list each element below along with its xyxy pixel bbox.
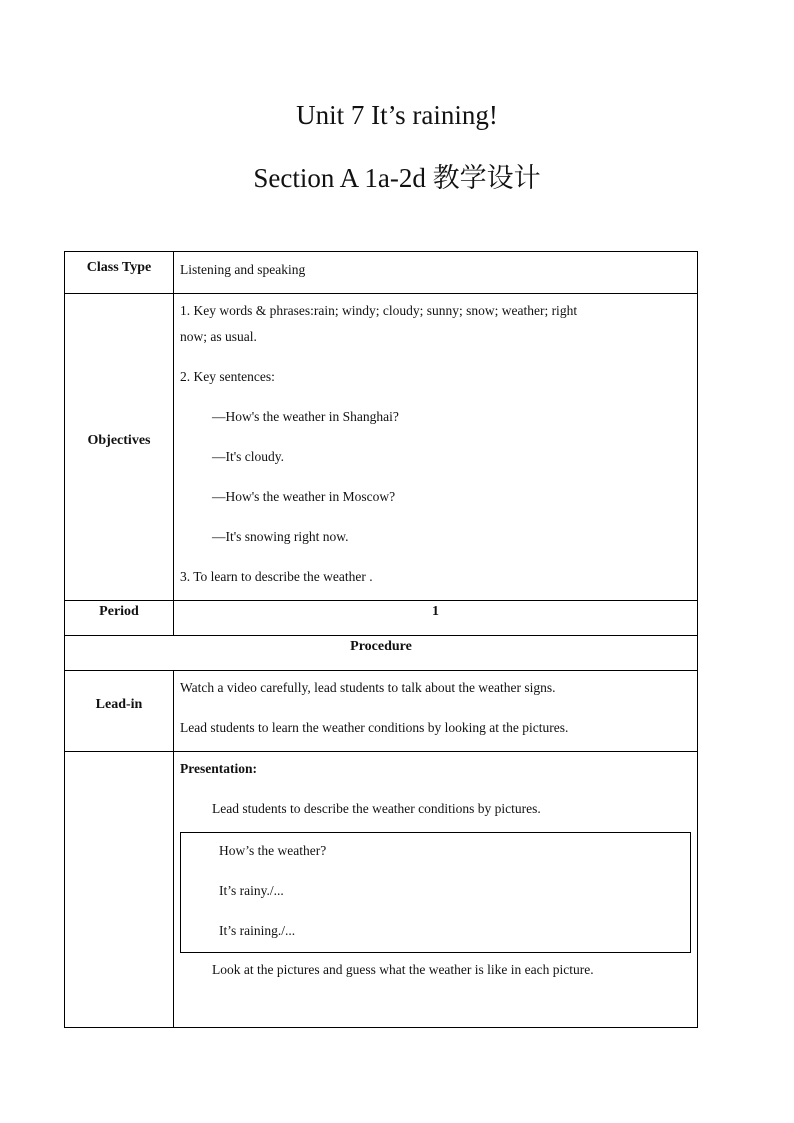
lead-in-line: Watch a video carefully, lead students to talk about the weather signs.: [180, 680, 556, 695]
objective-line: now; as usual.: [180, 329, 257, 344]
lead-in-line: Lead students to learn the weather conditions by looking at the pictures.: [180, 720, 569, 735]
objective-line: 1. Key words & phrases:rain; windy; cloudy; sunny; snow; weather; right: [180, 303, 578, 318]
lesson-plan-table: [64, 251, 698, 1028]
presentation-heading: Presentation:: [180, 761, 257, 776]
class-type-value: Listening and speaking: [180, 262, 306, 277]
presentation-activity: Look at the pictures and guess what the weather is like in each picture.: [212, 962, 594, 977]
class-type-label: Class Type: [86, 260, 152, 275]
row-divider: [65, 293, 697, 294]
period-label: Period: [99, 604, 139, 619]
objective-dialogue-line: —It's snowing right now.: [212, 529, 349, 544]
example-line: It’s rainy./...: [219, 883, 284, 898]
lead-in-label: Lead-in: [95, 697, 143, 712]
row-divider: [65, 751, 697, 752]
presentation-intro: Lead students to describe the weather conditions by pictures.: [212, 801, 541, 816]
row-divider: [65, 670, 697, 671]
objective-dialogue-line: —How's the weather in Shanghai?: [212, 409, 399, 424]
procedure-heading: Procedure: [350, 639, 412, 654]
column-divider: [173, 252, 174, 635]
row-divider: [65, 635, 697, 636]
objective-dialogue-line: —How's the weather in Moscow?: [212, 489, 396, 504]
period-value: 1: [432, 604, 439, 619]
example-line: It’s raining./...: [219, 923, 296, 938]
example-line: How’s the weather?: [219, 843, 327, 858]
objective-dialogue-line: —It's cloudy.: [212, 449, 285, 464]
document-title: Unit 7 It’s raining!: [296, 100, 498, 130]
example-dialogue-box: [180, 832, 691, 953]
objective-line: 2. Key sentences:: [180, 369, 275, 384]
row-divider: [65, 600, 697, 601]
column-divider: [173, 670, 174, 1027]
objectives-label: Objectives: [87, 433, 151, 448]
objective-line: 3. To learn to describe the weather .: [180, 569, 373, 584]
document-subtitle: Section A 1a-2d 教学设计: [253, 163, 541, 193]
